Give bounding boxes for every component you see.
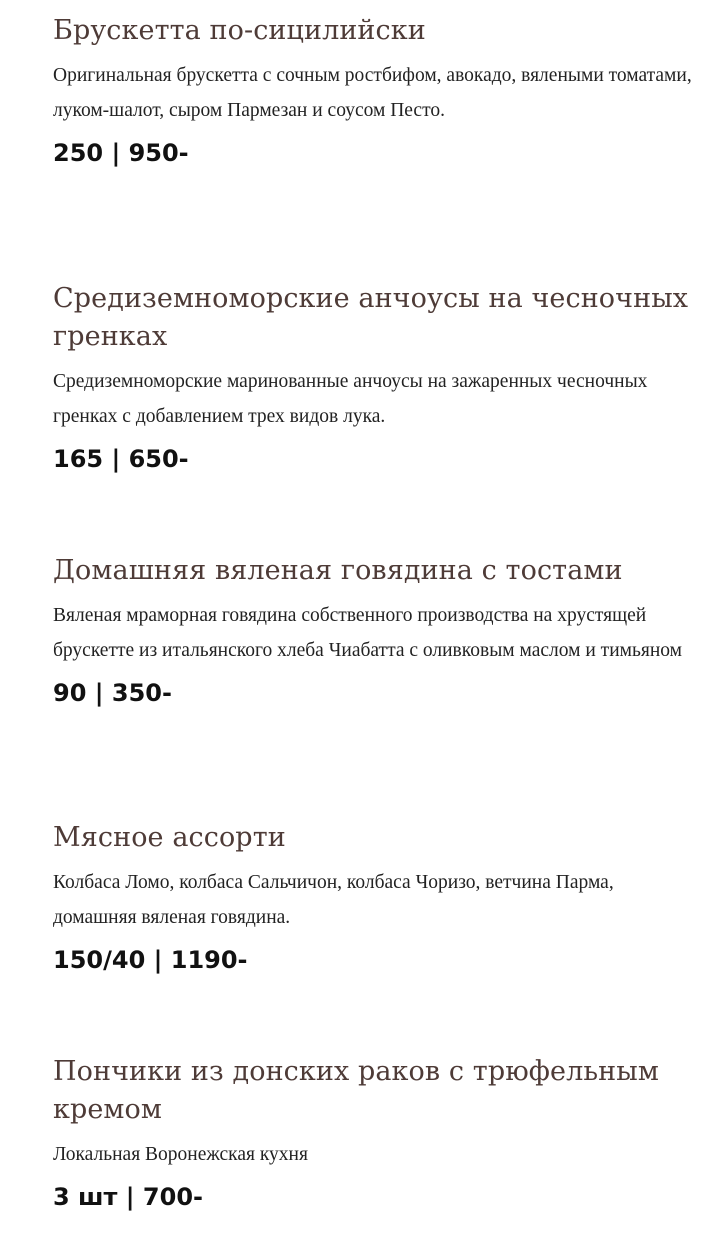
menu-item-title: Брускетта по-сицилийски <box>53 15 426 46</box>
menu-item-description: Оригинальная брускетта с сочным ростбифом, авокадо, вялеными томатами, луком-шалот, сыром Пармезан и соусом Песто. <box>53 65 692 121</box>
menu-item-title: Средиземноморские анчоусы на чесночных гренках <box>53 283 689 352</box>
menu-item[interactable] <box>53 12 693 170</box>
menu-item-price: 150/40 | 1190- <box>53 946 248 974</box>
menu-item-description: Колбаса Ломо, колбаса Сальчичон, колбаса Чоризо, ветчина Парма, домашняя вяленая говядина. <box>53 872 614 928</box>
menu-item-description: Локальная Воронежская кухня <box>53 1144 308 1165</box>
menu-item-price: 250 | 950- <box>53 139 189 167</box>
menu-item-title: Пончики из донских раков с трюфельным кремом <box>53 1056 659 1125</box>
menu-item-description: Средиземноморские маринованные анчоусы на зажаренных чесночных гренках с добавлением трех видов лука. <box>53 371 648 427</box>
menu-item[interactable] <box>53 280 693 476</box>
menu-item-price: 3 шт | 700- <box>53 1183 203 1211</box>
menu-item[interactable] <box>53 819 693 977</box>
menu-item-price: 165 | 650- <box>53 445 189 473</box>
menu-item[interactable] <box>53 552 693 710</box>
menu-item-title: Мясное ассорти <box>53 822 286 853</box>
menu-item-description: Вяленая мраморная говядина собственного производства на хрустящей брускетте из итальянского хлеба Чиабатта с оливковым маслом и тимьяном <box>53 605 682 661</box>
menu-item[interactable] <box>53 1053 693 1214</box>
menu-item-price: 90 | 350- <box>53 679 172 707</box>
menu-item-title: Домашняя вяленая говядина с тостами <box>53 555 623 586</box>
